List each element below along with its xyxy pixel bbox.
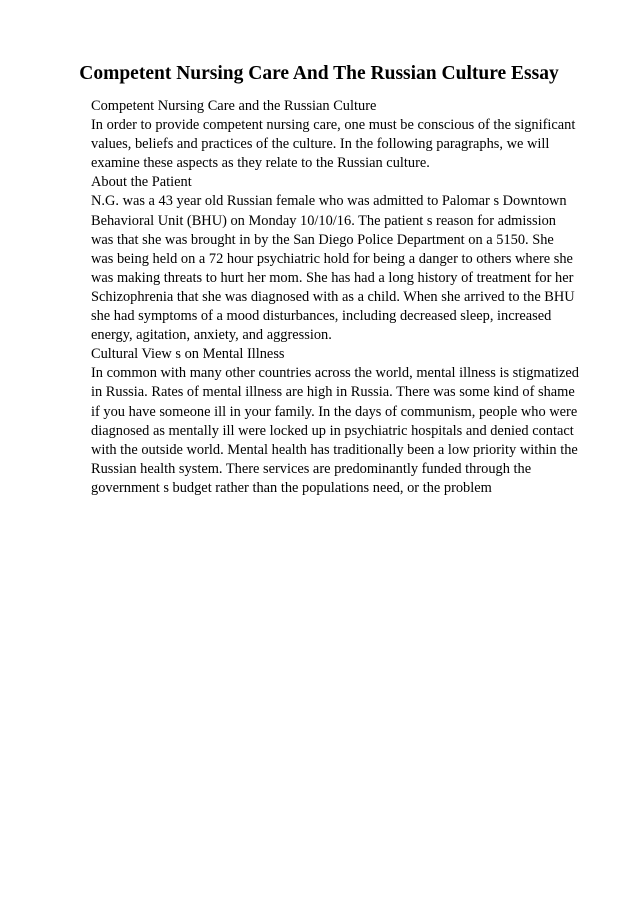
body-line: values, beliefs and practices of the culture. In the following paragraphs, we will bbox=[91, 136, 550, 153]
body-line: was being held on a 72 hour psychiatric hold for being a danger to others where she bbox=[91, 250, 573, 267]
body-line: if you have someone ill in your family. In the days of communism, people who were bbox=[91, 403, 578, 420]
body-line: Behavioral Unit (BHU) on Monday 10/10/16. The patient s reason for admission bbox=[91, 212, 556, 229]
body-line: Schizophrenia that she was diagnosed with as a child. When she arrived to the BHU bbox=[91, 288, 575, 305]
document-body bbox=[91, 97, 611, 498]
section-heading-intro: Competent Nursing Care and the Russian Culture bbox=[91, 98, 377, 114]
body-line: In order to provide competent nursing care, one must be conscious of the significant bbox=[91, 117, 576, 134]
body-line: government s budget rather than the populations need, or the problem bbox=[91, 479, 492, 496]
body-line: was making threats to hurt her mom. She has had a long history of treatment for her bbox=[91, 269, 574, 286]
body-line: she had symptoms of a mood disturbances, including decreased sleep, increased bbox=[91, 308, 552, 325]
body-line: diagnosed as mentally ill were locked up in psychiatric hospitals and denied contact bbox=[91, 422, 574, 439]
section-heading-cultural-views: Cultural View s on Mental Illness bbox=[91, 346, 285, 363]
body-line: Russian health system. There services are predominantly funded through the bbox=[91, 460, 532, 477]
body-line: N.G. was a 43 year old Russian female who was admitted to Palomar s Downtown bbox=[91, 193, 567, 210]
body-line: in Russia. Rates of mental illness are high in Russia. There was some kind of shame bbox=[91, 384, 575, 401]
document-title: Competent Nursing Care And The Russian Culture Essay bbox=[79, 63, 559, 84]
body-line: In common with many other countries across the world, mental illness is stigmatized bbox=[91, 365, 579, 382]
body-line: examine these aspects as they relate to the Russian culture. bbox=[91, 155, 430, 172]
body-line: with the outside world. Mental health has traditionally been a low priority within the bbox=[91, 441, 578, 458]
body-line: energy, agitation, anxiety, and aggression. bbox=[91, 327, 332, 344]
body-line: was that she was brought in by the San Diego Police Department on a 5150. She bbox=[91, 231, 554, 248]
section-heading-about-patient: About the Patient bbox=[91, 174, 192, 191]
